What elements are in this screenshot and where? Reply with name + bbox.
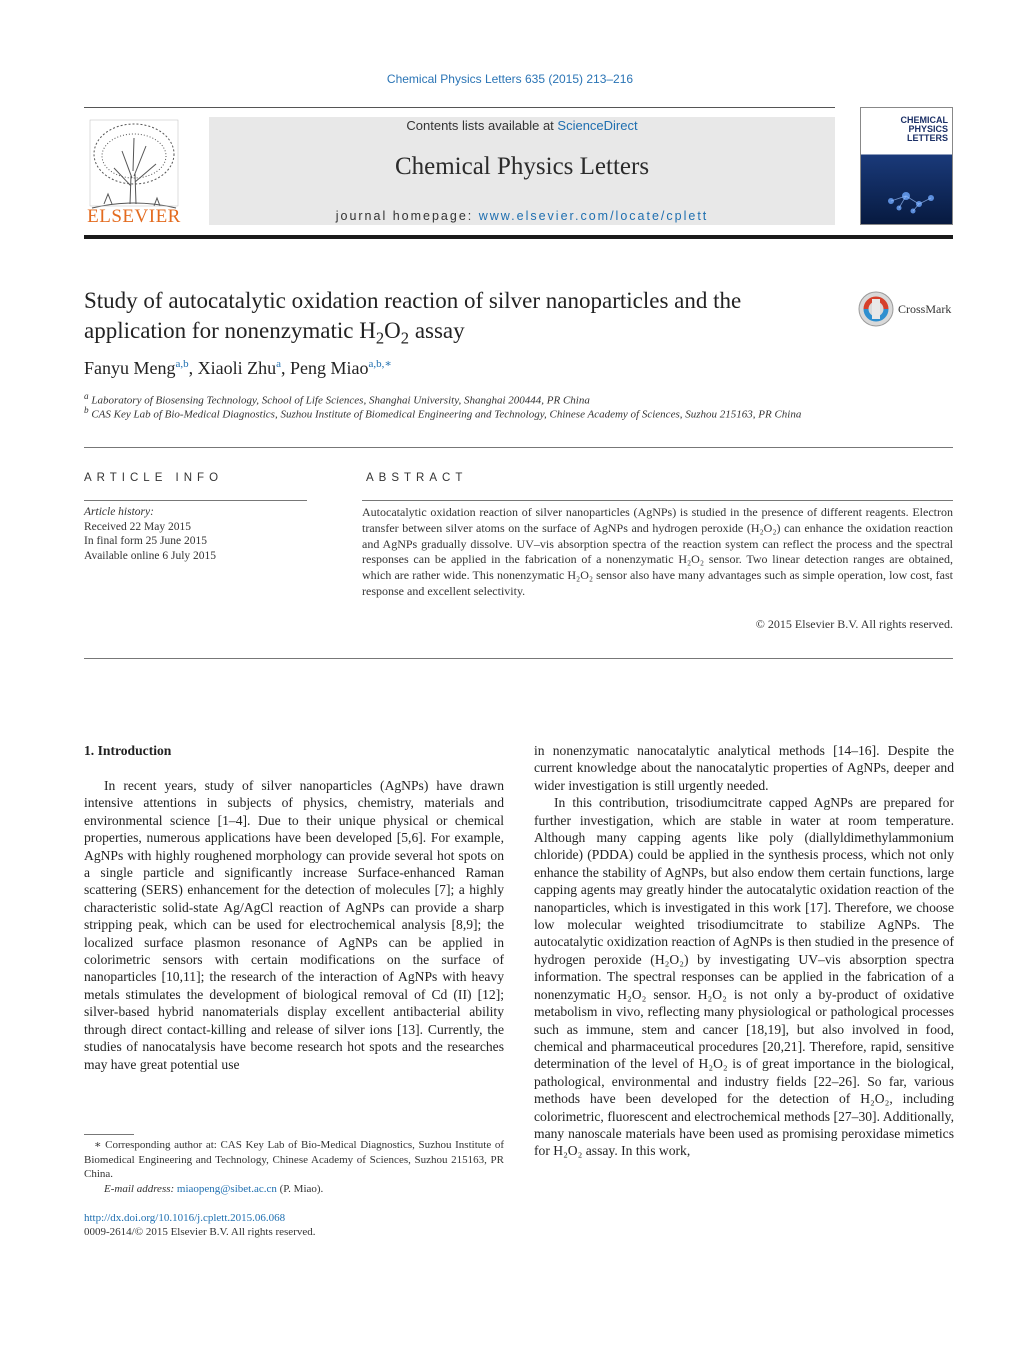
abstract-copyright: © 2015 Elsevier B.V. All rights reserved.	[755, 617, 953, 631]
crossmark-badge[interactable]	[857, 290, 957, 330]
journal-citation[interactable]: Chemical Physics Letters 635 (2015) 213–216	[386, 72, 634, 86]
history-revised: In final form 25 June 2015	[84, 535, 207, 547]
article-info-rule	[84, 500, 307, 501]
title-text-mid: O	[384, 318, 401, 343]
journal-title: Chemical Physics Letters	[394, 153, 650, 180]
contents-line	[209, 118, 835, 133]
elsevier-wordmark: ELSEVIER	[87, 206, 181, 227]
author-name[interactable]: Peng Miao	[290, 358, 369, 378]
doi-link[interactable]: http://dx.doi.org/10.1016/j.cplett.2015.06.068	[84, 1212, 286, 1224]
body-right-column	[534, 742, 954, 1160]
article-title	[84, 286, 824, 354]
article-history	[84, 505, 216, 563]
cover-title: CHEMICAL PHYSICS LETTERS	[900, 115, 948, 143]
history-label: Article history:	[84, 506, 154, 518]
abstract-rule	[362, 500, 953, 501]
body-left-column	[84, 777, 504, 1073]
cover-molecule-icon	[861, 156, 953, 225]
article-info-heading: ARTICLE INFO	[84, 472, 224, 484]
intro-paragraph-1: In recent years, study of silver nanoparticles (AgNPs) have drawn intensive attentions in subjects of physics, chemistry, materials and environmental science [1–4]. Due to their unique physical or chemical properties, numerous applications have been developed [5,6]. For example, AgNPs with highly roughened morphology can provide several hot spots on a single particle and significantly increase Surface-enhanced Raman scattering (SERS) enhancement for the detection of molecules [7]; a highly characteristic solid-state Ag/AgCl reaction of AgNPs can provide a sharp stripping peak, which can be used for electrochemical analysis [8,9]; the localized surface plasmon resonance of AgNPs can be applied in colorimetric sensors with certain modifications on the surface of nanoparticles [10,11]; the research of the interaction of AgNPs with heavy metals stimulates the development of biological removal of Cd (II) [12]; silver-based hybrid nanomaterials display excellent antibacterial ability through direct contact-killing and release of silver ions [13]. Currently, the studies of nanocatalysis have become research hot spots and the researches may have great potential use	[84, 778, 504, 1072]
issn-copyright: 0009-2614/© 2015 Elsevier B.V. All rights reserved.	[84, 1226, 316, 1238]
affiliation-b	[84, 403, 814, 422]
title-sub-2: 2	[400, 328, 410, 348]
author-name[interactable]: Fanyu Meng	[84, 358, 176, 378]
header-top-rule	[84, 107, 835, 108]
author-separator: ,	[188, 358, 198, 378]
title-sub-1: 2	[375, 328, 385, 348]
author-affil-mark[interactable]: a	[276, 358, 282, 370]
footnote-rule	[84, 1134, 134, 1135]
sciencedirect-link[interactable]: ScienceDirect	[557, 118, 638, 133]
journal-cover-thumbnail[interactable]	[860, 107, 953, 225]
email-suffix: (P. Miao).	[276, 1182, 324, 1195]
email-line	[84, 1182, 504, 1197]
email-label: E-mail address:	[104, 1182, 177, 1195]
history-online: Available online 6 July 2015	[84, 549, 217, 562]
homepage-link[interactable]: www.elsevier.com/locate/cplett	[478, 209, 709, 223]
introduction-heading: 1. Introduction	[84, 743, 172, 758]
homepage-line	[209, 209, 835, 223]
title-text: Study of autocatalytic oxidation reaction of silver nanoparticles and the application for nonenzymatic H	[84, 288, 742, 343]
abstract-heading: ABSTRACT	[366, 472, 468, 484]
crossmark-icon	[857, 290, 895, 328]
title-text-end: assay	[409, 318, 465, 343]
contents-prefix: Contents lists available at	[406, 118, 558, 133]
homepage-prefix: journal homepage:	[335, 209, 479, 223]
history-received: Received 22 May 2015	[84, 520, 191, 533]
author-list	[84, 357, 392, 379]
affiliation-text: Laboratory of Biosensing Technology, School of Life Sciences, Shanghai University, Shanghai 200444, PR China	[88, 394, 590, 407]
intro-paragraph-1-cont: in nonenzymatic nanocatalytic analytical methods [14–16]. Despite the current knowledge about the nanocatalytic properties of AgNPs, deeper and wider investigation is still urgently needed.	[534, 743, 954, 793]
corresponding-footnote	[84, 1138, 504, 1196]
affiliation-mark: b	[84, 405, 89, 415]
corresponding-author-note: ∗ Corresponding author at: CAS Key Lab of Bio-Medical Diagnostics, Suzhou Institute of Biomedical Engineering and Technology, Chinese Academy of Sciences, Suzhou 215163, PR China.	[84, 1139, 504, 1180]
email-link[interactable]: miaopeng@sibet.ac.cn	[176, 1182, 277, 1195]
front-matter-rule	[84, 447, 953, 448]
header-bottom-rule	[84, 235, 953, 239]
author-affil-mark[interactable]: a,b	[175, 358, 189, 370]
author-name[interactable]: Xiaoli Zhu	[197, 358, 277, 378]
abstract-text: Autocatalytic oxidation reaction of silver nanoparticles (AgNPs) is studied in the presence of different reagents. Electron transfer between silver atoms on the surface of AgNPs and hydrogen peroxide (H₂O₂) can enhance the oxidation reaction and AgNPs gradually dissolve. UV–vis absorption spectra of the reaction system can reflect the process and the spectral responses can be applied in the fabrication of a nonenzymatic H₂O₂ sensor. Two linear detection ranges are obtained, which are rather wide. This nonenzymatic H₂O₂ sensor also have many advantages such as simple operation, low cost, fast response and excellent selectivity.	[362, 505, 953, 598]
intro-paragraph-2: In this contribution, trisodiumcitrate capped AgNPs are prepared for further investigation, which are stable in water at room temperature. Although many capping agents like poly (diallyldimethylammonium chloride) (PDDA) could be applied in the synthesis process, which not only enhance the stability of AgNPs, but also endow them certain functions, large capping agents may greatly hinder the autocatalytic oxidation reaction of the nanoparticles, which is investigated in this work [17]. Therefore, we choose low molecular weighted trisodiumcitrate to stabilize AgNPs. The autocatalytic oxidization reaction of AgNPs is then studied in the presence of hydrogen peroxide (H₂O₂) by investigating UV–vis absorption spectra information. The spectral responses can be applied in the fabrication of a nonenzymatic H₂O₂ sensor. H₂O₂ is not only a by-product of oxidative metabolism in vivo, reflecting many physiological or pathological processes such as immune, stem and cancer [18,19], but also involved in food, chemical and pharmaceutical procedures [20,21]. Therefore, rapid, sensitive determination of the level of H₂O₂ is of great importance in the biological, pathological, environmental and industry fields [22–26]. So far, various methods have been developed for the detection of H₂O₂, including colorimetric, fluorescent and electrochemical methods [27–30]. Additionally, many nanoscale materials have been used as promising peroxidase mimetics for H₂O₂ assay. In this work,	[534, 795, 954, 1159]
affiliation-text: CAS Key Lab of Bio-Medical Diagnostics, Suzhou Institute of Biomedical Engineering and Technology, Chinese Academy of Sciences, Suzhou 215163, PR China	[88, 408, 802, 421]
elsevier-logo[interactable]	[84, 116, 184, 226]
author-separator: ,	[281, 358, 291, 378]
affiliation-mark: a	[84, 391, 89, 401]
abstract-bottom-rule	[84, 658, 953, 659]
author-affil-mark[interactable]: a,b,∗	[368, 358, 392, 370]
crossmark-label: CrossMark	[898, 302, 952, 316]
